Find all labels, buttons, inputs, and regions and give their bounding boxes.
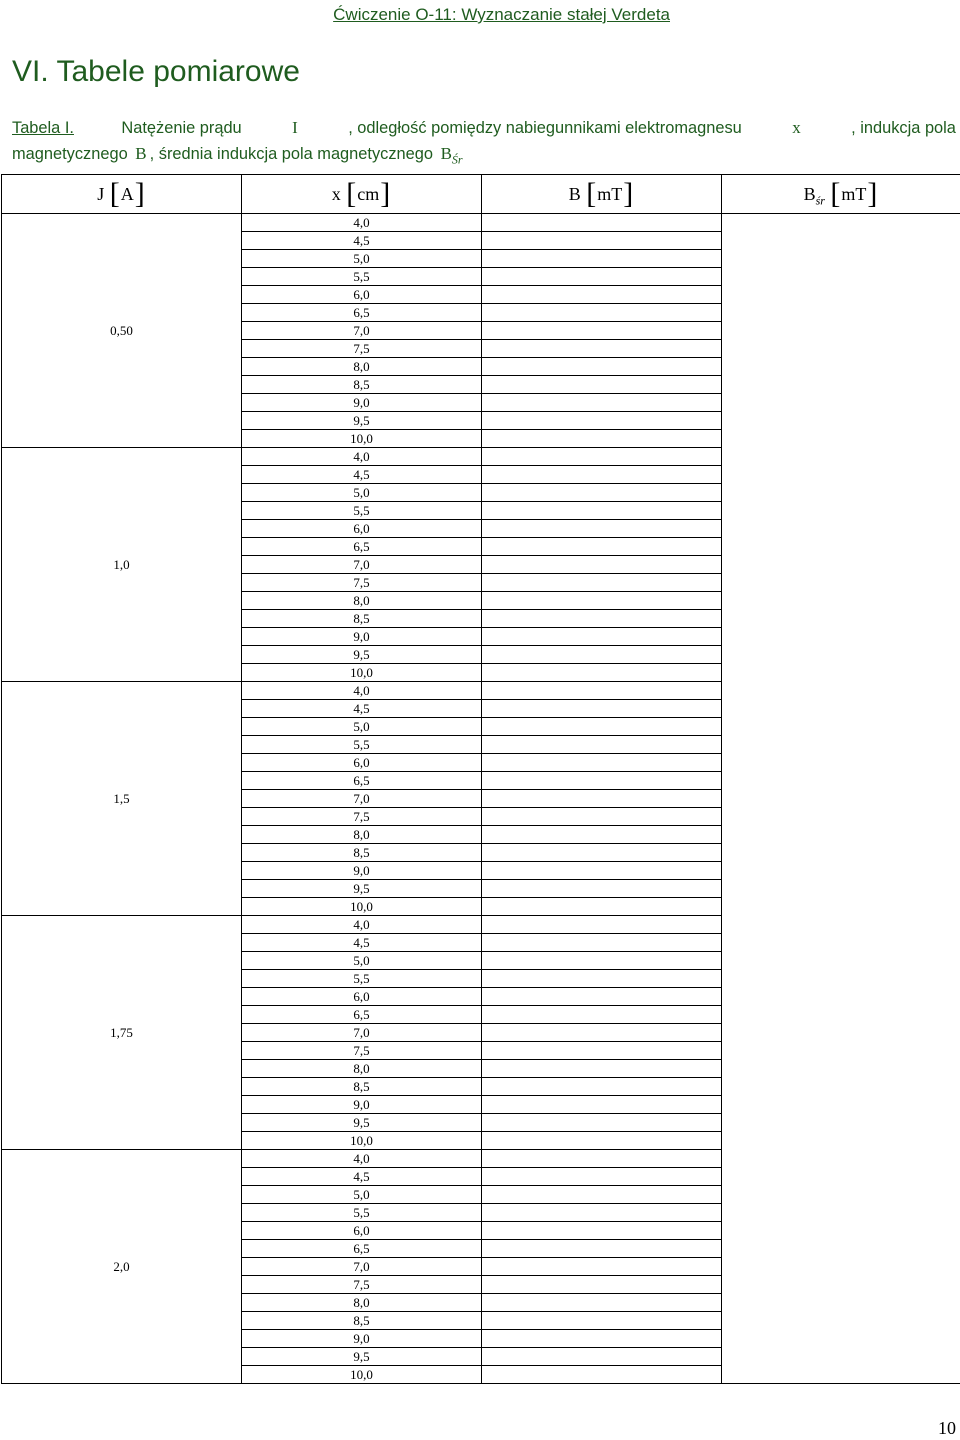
- distance-value-cell: 7,5: [242, 1276, 482, 1294]
- current-value-cell: 2,0: [2, 1150, 242, 1384]
- distance-value-cell: 4,0: [242, 682, 482, 700]
- caption-mean-induction: , średnia indukcja pola magnetycznego: [149, 145, 434, 163]
- table-body: [2, 214, 960, 1384]
- distance-value-cell: 5,5: [242, 736, 482, 754]
- distance-value-cell: 8,5: [242, 610, 482, 628]
- caption-current: Natężenie prądu: [121, 119, 242, 137]
- induction-input-cell: [482, 1312, 722, 1330]
- section-title: VI. Tabele pomiarowe: [12, 55, 300, 88]
- induction-input-cell: [482, 1348, 722, 1366]
- measurement-table: [1, 174, 960, 1384]
- distance-value-cell: 6,5: [242, 1006, 482, 1024]
- induction-input-cell: [482, 718, 722, 736]
- induction-input-cell: [482, 610, 722, 628]
- induction-input-cell: [482, 682, 722, 700]
- induction-input-cell: [482, 448, 722, 466]
- distance-value-cell: 9,5: [242, 646, 482, 664]
- distance-value-cell: 5,5: [242, 970, 482, 988]
- induction-input-cell: [482, 826, 722, 844]
- distance-value-cell: 4,5: [242, 232, 482, 250]
- table-row: [2, 214, 960, 232]
- induction-input-cell: [482, 214, 722, 232]
- induction-input-cell: [482, 1366, 722, 1384]
- induction-input-cell: [482, 844, 722, 862]
- page-number: 10: [938, 1418, 956, 1438]
- distance-value-cell: 5,0: [242, 718, 482, 736]
- induction-input-cell: [482, 376, 722, 394]
- distance-value-cell: 5,0: [242, 250, 482, 268]
- distance-value-cell: 7,5: [242, 340, 482, 358]
- distance-value-cell: 4,5: [242, 700, 482, 718]
- distance-value-cell: 5,0: [242, 952, 482, 970]
- distance-value-cell: 8,0: [242, 1294, 482, 1312]
- induction-input-cell: [482, 1132, 722, 1150]
- induction-input-cell: [482, 628, 722, 646]
- current-value-cell: 1,75: [2, 916, 242, 1150]
- distance-value-cell: 7,0: [242, 556, 482, 574]
- induction-input-cell: [482, 880, 722, 898]
- induction-input-cell: [482, 1204, 722, 1222]
- induction-input-cell: [482, 394, 722, 412]
- column-header-mean-induction: $B_{śr}$ [mT]: [722, 175, 960, 214]
- induction-input-cell: [482, 322, 722, 340]
- distance-value-cell: 9,5: [242, 1348, 482, 1366]
- induction-input-cell: [482, 808, 722, 826]
- caption-magnetic: magnetycznego: [12, 145, 128, 163]
- distance-value-cell: 7,5: [242, 1042, 482, 1060]
- distance-value-cell: 10,0: [242, 898, 482, 916]
- induction-input-cell: [482, 502, 722, 520]
- induction-input-cell: [482, 484, 722, 502]
- caption-induction: , indukcja pola: [851, 119, 956, 137]
- distance-value-cell: 10,0: [242, 664, 482, 682]
- distance-value-cell: 8,5: [242, 376, 482, 394]
- distance-value-cell: 4,5: [242, 1168, 482, 1186]
- running-header: Ćwiczenie O-11: Wyznaczanie stałej Verdeta: [333, 5, 670, 24]
- distance-value-cell: 4,5: [242, 466, 482, 484]
- distance-value-cell: 6,0: [242, 520, 482, 538]
- distance-value-cell: 5,5: [242, 502, 482, 520]
- distance-value-cell: 8,5: [242, 844, 482, 862]
- induction-input-cell: [482, 430, 722, 448]
- distance-value-cell: 4,5: [242, 934, 482, 952]
- distance-value-cell: 4,0: [242, 214, 482, 232]
- induction-input-cell: [482, 268, 722, 286]
- induction-input-cell: [482, 790, 722, 808]
- induction-input-cell: [482, 988, 722, 1006]
- distance-value-cell: 5,0: [242, 484, 482, 502]
- distance-value-cell: 6,5: [242, 538, 482, 556]
- induction-input-cell: [482, 754, 722, 772]
- distance-value-cell: 8,0: [242, 592, 482, 610]
- induction-input-cell: [482, 664, 722, 682]
- distance-value-cell: 6,0: [242, 988, 482, 1006]
- induction-input-cell: [482, 556, 722, 574]
- distance-value-cell: 8,0: [242, 826, 482, 844]
- induction-input-cell: [482, 736, 722, 754]
- distance-value-cell: 6,5: [242, 1240, 482, 1258]
- distance-value-cell: 9,0: [242, 394, 482, 412]
- induction-input-cell: [482, 646, 722, 664]
- current-value-cell: 1,5: [2, 682, 242, 916]
- distance-value-cell: 9,0: [242, 862, 482, 880]
- induction-input-cell: [482, 700, 722, 718]
- distance-value-cell: 7,0: [242, 1024, 482, 1042]
- distance-value-cell: 5,5: [242, 268, 482, 286]
- distance-value-cell: 6,5: [242, 772, 482, 790]
- distance-value-cell: 10,0: [242, 1132, 482, 1150]
- distance-value-cell: 9,0: [242, 628, 482, 646]
- induction-input-cell: [482, 1096, 722, 1114]
- induction-input-cell: [482, 1330, 722, 1348]
- distance-value-cell: 4,0: [242, 448, 482, 466]
- distance-value-cell: 9,0: [242, 1096, 482, 1114]
- distance-value-cell: 6,5: [242, 304, 482, 322]
- column-header-current: J [A]: [2, 175, 242, 214]
- induction-input-cell: [482, 304, 722, 322]
- induction-input-cell: [482, 538, 722, 556]
- caption-symbol-b: B: [135, 144, 147, 163]
- induction-input-cell: [482, 1276, 722, 1294]
- table-header-row: [2, 175, 960, 214]
- induction-input-cell: [482, 1294, 722, 1312]
- induction-input-cell: [482, 466, 722, 484]
- caption-symbol-x: x: [792, 118, 801, 137]
- caption-distance: , odległość pomiędzy nabiegunnikami elektromagnesu: [348, 119, 742, 137]
- current-value-cell: 0,50: [2, 214, 242, 448]
- distance-value-cell: 4,0: [242, 1150, 482, 1168]
- caption-line-1: [12, 115, 956, 141]
- column-header-induction: B [mT]: [482, 175, 722, 214]
- mean-induction-input-cell: [722, 214, 960, 1384]
- induction-input-cell: [482, 934, 722, 952]
- distance-value-cell: 6,0: [242, 1222, 482, 1240]
- caption-symbol-i: I: [292, 118, 298, 137]
- induction-input-cell: [482, 1078, 722, 1096]
- distance-value-cell: 6,0: [242, 286, 482, 304]
- column-header-distance: x [cm]: [242, 175, 482, 214]
- current-value-cell: 1,0: [2, 448, 242, 682]
- distance-value-cell: 9,5: [242, 880, 482, 898]
- distance-value-cell: 5,5: [242, 1204, 482, 1222]
- induction-input-cell: [482, 1150, 722, 1168]
- distance-value-cell: 7,5: [242, 574, 482, 592]
- distance-value-cell: 9,5: [242, 1114, 482, 1132]
- distance-value-cell: 7,0: [242, 1258, 482, 1276]
- distance-value-cell: 8,5: [242, 1312, 482, 1330]
- induction-input-cell: [482, 574, 722, 592]
- distance-value-cell: 7,5: [242, 808, 482, 826]
- distance-value-cell: 10,0: [242, 1366, 482, 1384]
- distance-value-cell: 6,0: [242, 754, 482, 772]
- induction-input-cell: [482, 1042, 722, 1060]
- caption-symbol-bsr: $B_{Śr}$: [440, 144, 463, 167]
- distance-value-cell: 4,0: [242, 916, 482, 934]
- induction-input-cell: [482, 952, 722, 970]
- induction-input-cell: [482, 862, 722, 880]
- induction-input-cell: [482, 250, 722, 268]
- induction-input-cell: [482, 286, 722, 304]
- induction-input-cell: [482, 1168, 722, 1186]
- caption-label: Tabela I.: [12, 119, 74, 137]
- induction-input-cell: [482, 898, 722, 916]
- induction-input-cell: [482, 970, 722, 988]
- caption-line-2: [12, 141, 956, 172]
- induction-input-cell: [482, 1186, 722, 1204]
- distance-value-cell: 7,0: [242, 322, 482, 340]
- induction-input-cell: [482, 592, 722, 610]
- table-caption: [12, 115, 956, 172]
- distance-value-cell: 9,5: [242, 412, 482, 430]
- induction-input-cell: [482, 1240, 722, 1258]
- induction-input-cell: [482, 232, 722, 250]
- distance-value-cell: 8,0: [242, 358, 482, 376]
- induction-input-cell: [482, 520, 722, 538]
- induction-input-cell: [482, 358, 722, 376]
- induction-input-cell: [482, 1006, 722, 1024]
- induction-input-cell: [482, 1060, 722, 1078]
- induction-input-cell: [482, 916, 722, 934]
- induction-input-cell: [482, 1222, 722, 1240]
- distance-value-cell: 8,5: [242, 1078, 482, 1096]
- distance-value-cell: 5,0: [242, 1186, 482, 1204]
- induction-input-cell: [482, 412, 722, 430]
- induction-input-cell: [482, 772, 722, 790]
- distance-value-cell: 7,0: [242, 790, 482, 808]
- induction-input-cell: [482, 340, 722, 358]
- distance-value-cell: 8,0: [242, 1060, 482, 1078]
- distance-value-cell: 9,0: [242, 1330, 482, 1348]
- distance-value-cell: 10,0: [242, 430, 482, 448]
- induction-input-cell: [482, 1258, 722, 1276]
- induction-input-cell: [482, 1024, 722, 1042]
- induction-input-cell: [482, 1114, 722, 1132]
